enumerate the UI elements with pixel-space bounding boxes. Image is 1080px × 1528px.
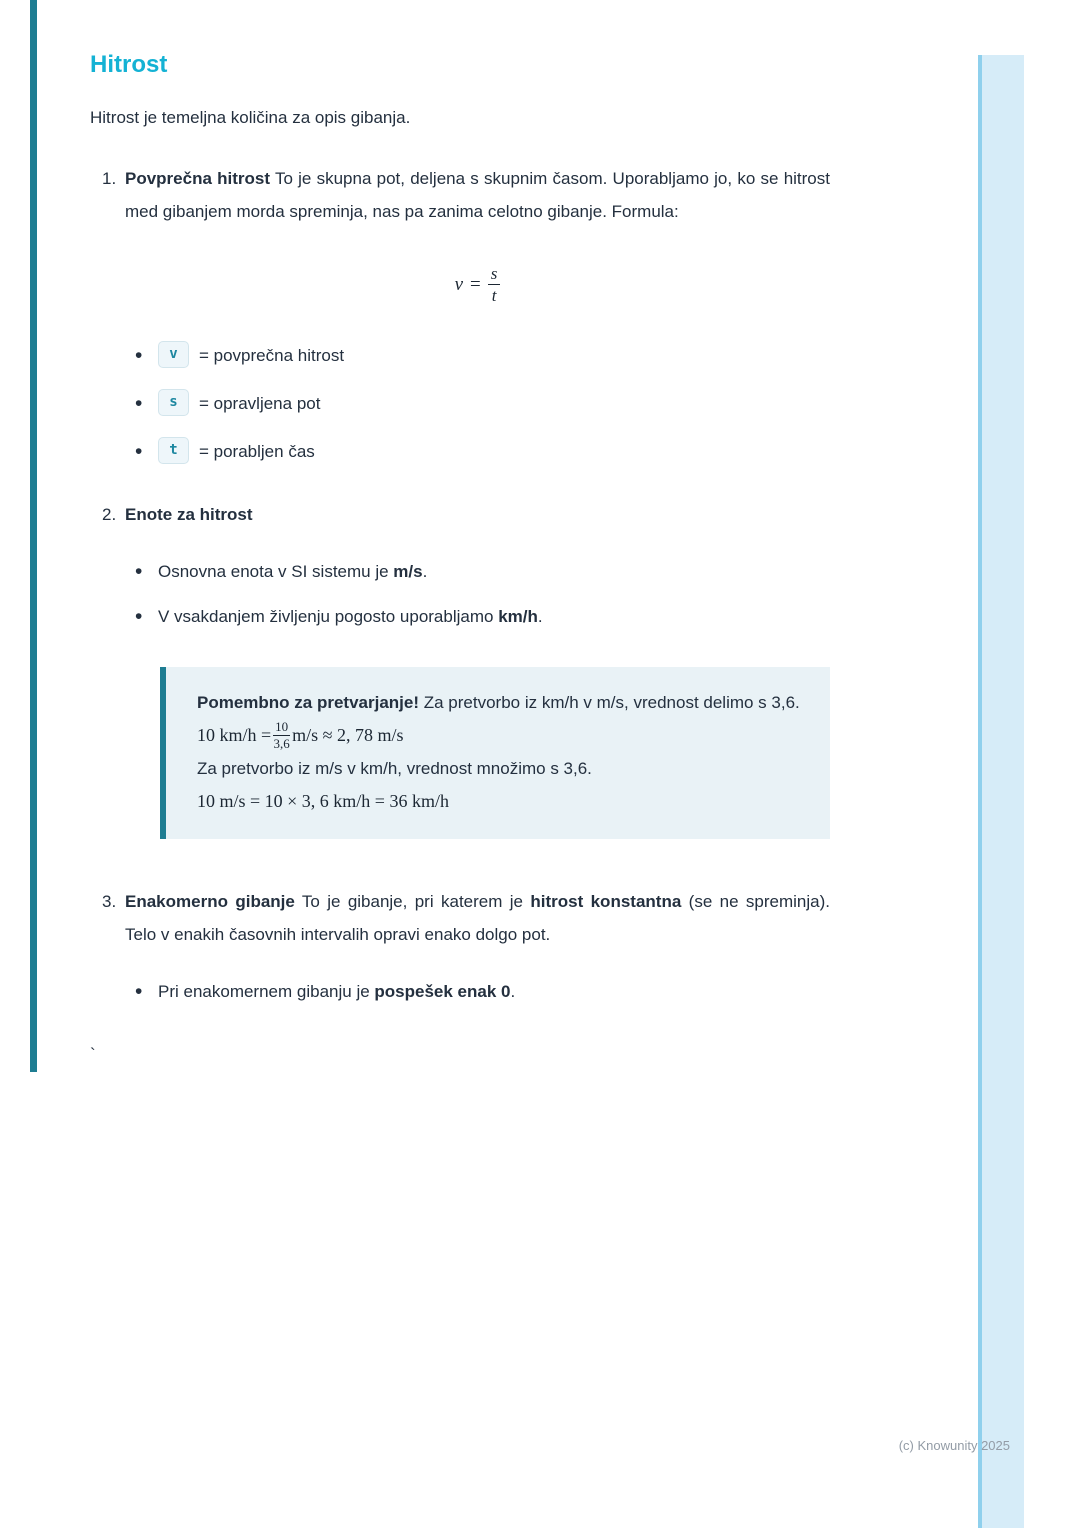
fraction-denominator: t — [491, 286, 497, 305]
list-item-average-speed — [90, 162, 830, 468]
item3-paragraph — [125, 885, 830, 951]
variable-item-v — [135, 339, 830, 372]
acceleration-bullet — [135, 975, 830, 1008]
bullet-punct: . — [537, 607, 543, 626]
bullet-bold-text: pospešek enak 0 — [374, 982, 511, 1001]
math-fraction — [488, 264, 501, 305]
stray-backtick: ` — [90, 1045, 96, 1064]
page-title: Hitrost — [90, 51, 168, 78]
units-bullet-list — [135, 555, 830, 633]
bullet-text: Pri enakomernem gibanju je — [158, 982, 375, 1001]
item3-title: Enakomerno gibanje — [125, 892, 295, 911]
list-item-uniform-motion — [90, 885, 830, 1071]
item1-paragraph — [125, 162, 830, 228]
code-badge-s: s — [158, 389, 189, 416]
list-number: 2. — [102, 505, 117, 524]
intro-text: Hitrost je temeljna količina za opis gibanja. — [90, 108, 411, 127]
uniform-motion-bullets — [135, 975, 830, 1008]
bullet-bold-text: m/s — [393, 562, 423, 581]
variable-definition-s: = opravljena pot — [199, 394, 321, 413]
fraction-numerator: s — [488, 264, 501, 285]
bullet-punct: . — [422, 562, 428, 581]
callout-line2: Za pretvorbo iz m/s v km/h, vrednost množimo s 3,6. — [197, 759, 592, 778]
variable-definition-t: = porabljen čas — [199, 442, 315, 461]
bullet-bold-text: km/h — [498, 607, 538, 626]
code-badge-t: t — [158, 437, 189, 464]
code-badge-v: v — [158, 341, 189, 368]
document-content — [90, 0, 830, 1071]
item1-title: Povprečna hitrost — [125, 169, 271, 188]
item1-text: To je skupna pot, deljena s skupnim časom. Uporabljamo jo, ko se hitrost med gibanjem morda spreminja, nas pa zanima celotno gibanje. Formula: — [125, 169, 830, 221]
math-text: m/s ≈ 2, 78 m/s — [292, 725, 404, 745]
item3-text: To je gibanje, pri katerem je — [294, 892, 531, 911]
formula-lhs: v — [454, 273, 464, 295]
item2-heading — [125, 498, 830, 531]
variable-definition-v: = povprečna hitrost — [199, 346, 345, 365]
unit-bullet-ms — [135, 555, 830, 588]
item2-title: Enote za hitrost — [125, 505, 253, 524]
bullet-text: Osnovna enota v SI sistemu je — [158, 562, 394, 581]
fraction-denominator: 3,6 — [273, 736, 290, 751]
callout-line1: Za pretvorbo iz km/h v m/s, vrednost delimo s 3,6. — [419, 693, 800, 712]
list-number: 3. — [102, 892, 117, 911]
callout-intro — [197, 686, 800, 719]
unit-bullet-kmh — [135, 600, 830, 633]
left-accent-bar — [30, 0, 37, 1072]
bullet-punct: . — [510, 982, 516, 1001]
conversion-callout — [160, 667, 830, 839]
item3-bold-text: hitrost konstantna — [530, 892, 682, 911]
math-fraction-small — [273, 720, 290, 751]
math-line-kmh-to-ms — [197, 719, 800, 752]
footer-credit: (c) Knowunity 2025 — [898, 1438, 1010, 1453]
variable-item-t — [135, 435, 830, 468]
math-text: 10 km/h = — [197, 725, 272, 745]
list-number: 1. — [102, 169, 117, 188]
callout-title: Pomembno za pretvarjanje! — [197, 693, 420, 712]
variable-list — [135, 339, 830, 468]
bullet-text: V vsakdanjem življenju pogosto uporabljamo — [158, 607, 499, 626]
variable-item-s — [135, 387, 830, 420]
right-sidebar-strip — [978, 55, 1024, 1528]
list-item-units — [90, 498, 830, 839]
math-line-ms-to-kmh: 10 m/s = 10 × 3, 6 km/h = 36 km/h — [197, 791, 449, 811]
formula-equals: = — [470, 273, 481, 295]
fraction-numerator: 10 — [275, 719, 289, 734]
formula-average-speed — [125, 264, 830, 305]
item3-text: (se ne spreminja). Telo v enakih časovnih intervalih opravi enako dolgo pot. — [125, 892, 830, 944]
